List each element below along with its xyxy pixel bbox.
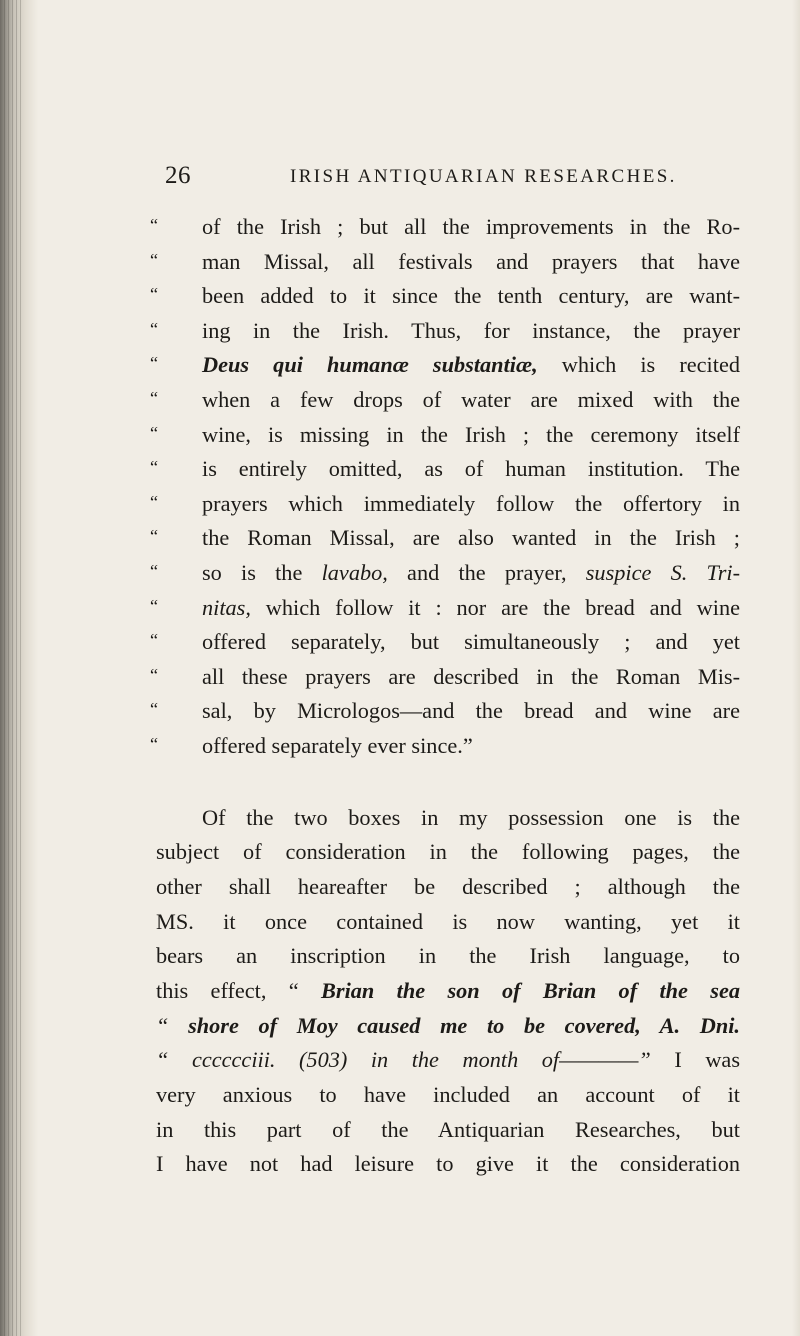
text-run: bears an inscription in the Irish language, to	[156, 943, 740, 969]
quotation-mark: “	[150, 353, 158, 374]
quote-line	[150, 625, 740, 660]
quote-line-text	[202, 314, 740, 349]
text-run: I have not had leisure to give it the consideration	[156, 1151, 740, 1177]
text-run: sal, by Micrologos—and the bread and wine are	[202, 698, 740, 724]
text-run: prayers which immediately follow the offertory in	[202, 490, 740, 516]
quote-line-text	[202, 279, 740, 314]
text-run: of the Irish ; but all the improvements in the Ro-	[202, 214, 740, 239]
binding-edge	[4, 0, 24, 1336]
running-head: IRISH ANTIQUARIAN RESEARCHES.	[290, 166, 677, 187]
quotation-mark: “	[150, 699, 158, 720]
paragraph-line	[156, 1009, 740, 1044]
quote-line	[150, 556, 740, 591]
paragraph-line	[156, 1147, 740, 1182]
quote-line-text	[202, 591, 740, 626]
text-run: which is recited	[537, 352, 740, 378]
quote-line	[150, 210, 740, 245]
quote-line-text	[202, 521, 740, 556]
quote-line	[150, 418, 740, 453]
quotation-mark: “	[150, 733, 158, 754]
quote-line-text	[202, 694, 740, 729]
quotation-mark: “	[150, 387, 158, 408]
quotation-mark: “	[150, 491, 158, 512]
quote-line	[150, 314, 740, 349]
quote-line-text	[202, 418, 740, 453]
paragraph-line	[156, 905, 740, 940]
text-run: other shall heareafter be described ; although the	[156, 873, 740, 899]
quotation-mark: “	[150, 284, 158, 305]
text-run: Brian the son of Brian of the sea	[321, 977, 740, 1003]
text-run: in this part of the Antiquarian Researches, but	[156, 1116, 740, 1142]
text-run: Of the two boxes in my possession one is the	[202, 804, 740, 830]
quotation-mark: “	[150, 595, 158, 616]
text-run: subject of consideration in the following pages, the	[156, 839, 740, 865]
quote-line	[150, 660, 740, 695]
paragraph-line	[156, 835, 740, 870]
quote-line	[150, 245, 740, 280]
page-edge	[792, 0, 800, 1336]
text-run: is entirely omitted, as of human institution. The	[202, 456, 740, 482]
paragraph-line	[156, 1078, 740, 1113]
quote-line-text	[202, 245, 740, 280]
quote-line-text	[202, 383, 740, 418]
text-run: ing in the Irish. Thus, for instance, the prayer	[202, 317, 740, 343]
quote-line	[150, 591, 740, 626]
text-run: I was	[650, 1047, 740, 1073]
quote-line	[150, 383, 740, 418]
quote-line-text	[202, 452, 740, 487]
quote-line	[150, 694, 740, 729]
quote-line-text	[202, 729, 740, 764]
text-run: shore of Moy caused me to be covered, A. Dni.	[188, 1012, 740, 1038]
quote-line	[150, 348, 740, 383]
page-number: 26	[165, 162, 191, 189]
quotation-mark: “	[150, 630, 158, 651]
text-run: Deus qui humanæ substantiæ,	[202, 352, 538, 378]
text-run: lavabo,	[321, 559, 388, 585]
main-paragraph	[156, 801, 740, 1183]
text-run: offered separately, but simultaneously ; and yet	[202, 629, 740, 655]
quote-line-text	[202, 556, 740, 591]
text-run: when a few drops of water are mixed with the	[202, 386, 740, 412]
text-run: and the prayer,	[387, 559, 586, 585]
paragraph-line	[156, 870, 740, 905]
quotation-mark: “	[150, 560, 158, 581]
page-header	[0, 161, 800, 191]
quote-line-text	[202, 625, 740, 660]
paragraph-line	[156, 1043, 740, 1078]
text-run: cccccciii. (503) in the month of————”	[191, 1047, 651, 1073]
quotation-block	[150, 210, 740, 764]
text-run: this effect, “	[156, 977, 322, 1003]
text-run: offered separately ever since.”	[202, 732, 473, 758]
paragraph-line	[156, 939, 740, 974]
paragraph-gap	[156, 764, 740, 801]
quotation-mark: “	[150, 422, 158, 443]
quote-line	[150, 279, 740, 314]
quotation-mark: “	[150, 526, 158, 547]
quotation-mark: “	[150, 318, 158, 339]
text-run: suspice S. Tri-	[585, 559, 740, 585]
page-body	[150, 210, 740, 1182]
text-run: MS. it once contained is now wanting, yet it	[156, 908, 740, 934]
quote-line	[150, 729, 740, 764]
paragraph-line	[156, 974, 740, 1009]
text-run: “	[156, 1047, 192, 1073]
text-run: man Missal, all festivals and prayers that have	[202, 248, 740, 274]
quote-line	[150, 487, 740, 522]
text-run: wine, is missing in the Irish ; the ceremony itself	[202, 421, 740, 447]
text-run: very anxious to have included an account of it	[156, 1082, 740, 1107]
quote-line	[150, 452, 740, 487]
quotation-mark: “	[150, 457, 158, 478]
text-run: all these prayers are described in the Roman Mis-	[202, 663, 740, 689]
quotation-mark: “	[150, 249, 158, 270]
quote-line-text	[202, 487, 740, 522]
text-run: been added to it since the tenth century, are want-	[202, 283, 740, 309]
quote-line	[150, 521, 740, 556]
text-run: which follow it : nor are the bread and wine	[250, 594, 740, 620]
text-run: so is the	[202, 559, 322, 585]
paragraph-line	[156, 801, 740, 836]
text-run: the Roman Missal, are also wanted in the Irish ;	[202, 525, 740, 551]
quotation-mark: “	[150, 664, 158, 685]
quote-line-text	[202, 660, 740, 695]
paragraph-line	[156, 1113, 740, 1148]
quote-line-text	[202, 348, 740, 383]
text-run: nitas,	[202, 594, 251, 620]
quotation-mark: “	[150, 215, 158, 235]
quote-line-text	[202, 210, 740, 245]
text-run: “	[156, 1012, 189, 1038]
